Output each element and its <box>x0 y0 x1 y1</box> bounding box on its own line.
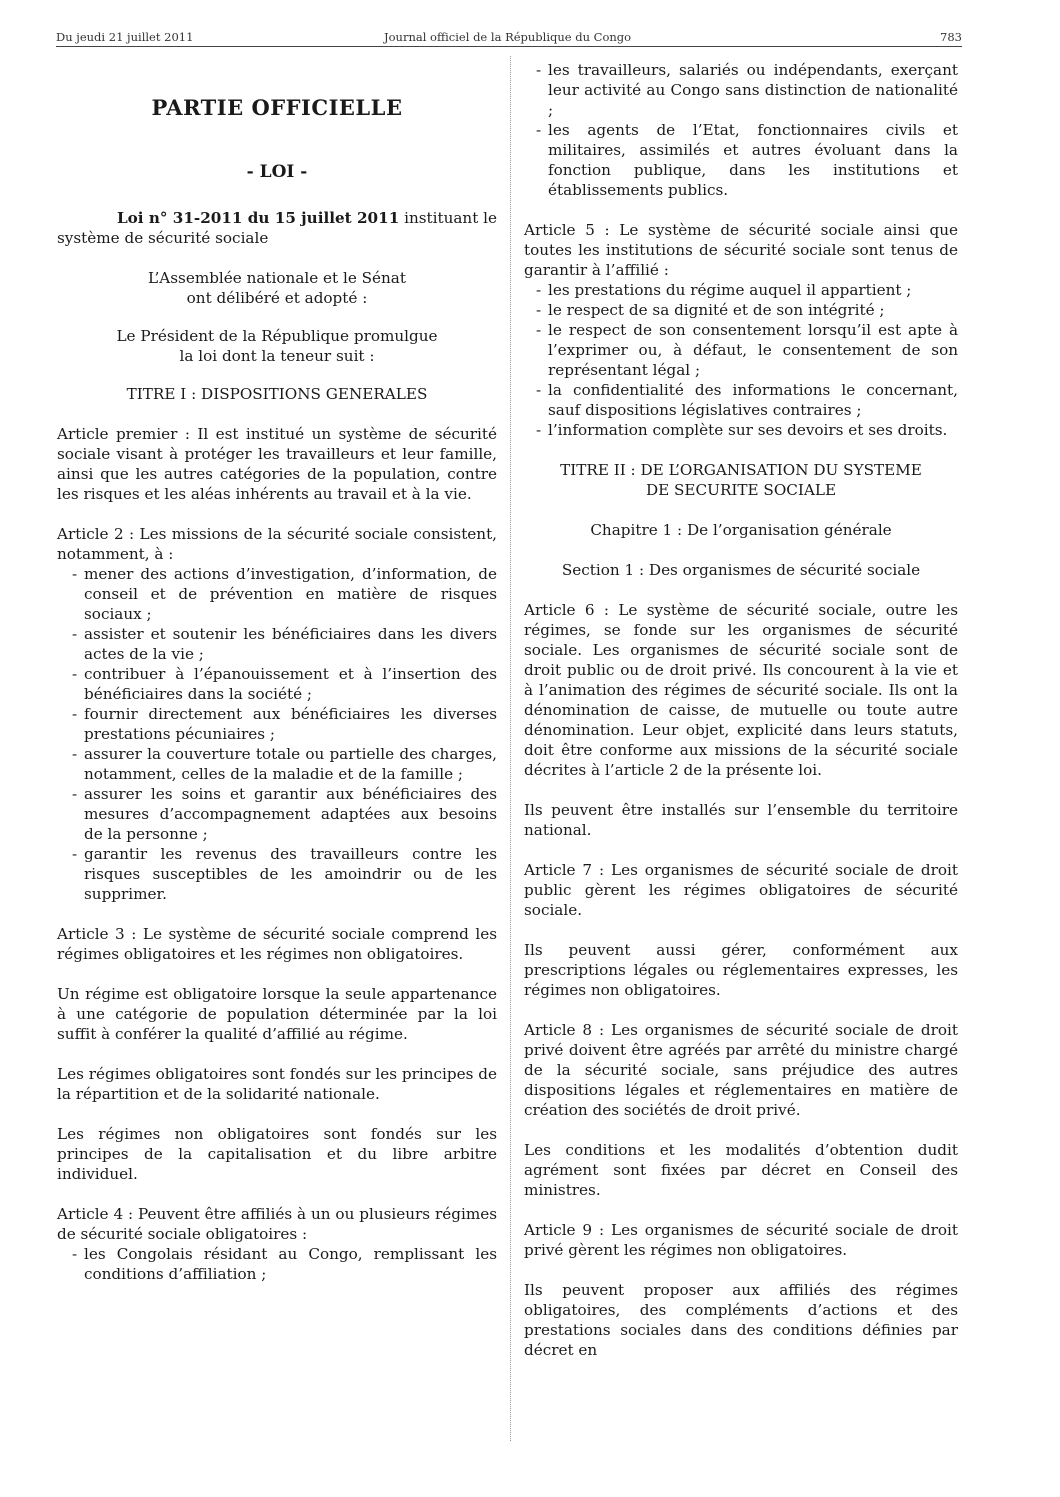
article-7: Article 7 : Les organismes de sécurité sociale de droit public gèrent les régimes obligatoires de sécurité sociale. <box>524 861 958 919</box>
list-item: - les Congolais résidant au Congo, remplissant les conditions d’affiliation ; <box>57 1244 497 1284</box>
header-date: Du jeudi 21 juillet 2011 <box>56 30 194 44</box>
article-8: Article 8 : Les organismes de sécurité sociale de droit privé doivent être agréés par arrêté du ministre chargé de la sécurité sociale, sans préjudice des autres dispositions légales et réglementaires en matière de création des sociétés de droit privé. <box>524 1021 958 1119</box>
article-6-paragraph-2: Ils peuvent être installés sur l’ensemble du territoire national. <box>524 801 958 839</box>
titre-1-heading: TITRE I : DISPOSITIONS GENERALES <box>126 385 428 403</box>
article-2-list <box>57 564 497 904</box>
list-item: - l’information complète sur ses devoirs et ses droits. <box>524 420 958 440</box>
list-item: - assister et soutenir les bénéficiaires dans les divers actes de la vie ; <box>57 624 497 664</box>
header-page-number: 783 <box>940 30 962 44</box>
list-item: - assurer la couverture totale ou partielle des charges, notamment, celles de la maladie et de la famille ; <box>57 744 497 784</box>
law-title-rest: instituant le système de sécurité sociale <box>57 209 497 247</box>
list-item: - les prestations du régime auquel il appartient ; <box>524 280 958 300</box>
right-column <box>524 60 958 1360</box>
list-item: - le respect de son consentement lorsqu’il est apte à l’exprimer ou, à défaut, le consentement de son représentant légal ; <box>524 320 958 380</box>
list-item: - fournir directement aux bénéficiaires les diverses prestations pécuniaires ; <box>57 704 497 744</box>
article-7-paragraph-2: Ils peuvent aussi gérer, conformément aux prescriptions légales ou réglementaires expresses, les régimes non obligatoires. <box>524 941 958 999</box>
page-header <box>56 30 962 46</box>
loi-heading: - LOI - <box>246 162 308 182</box>
list-item: - garantir les revenus des travailleurs contre les risques susceptibles de les amoindrir ou de les supprimer. <box>57 844 497 904</box>
article-9-paragraph-2: Ils peuvent proposer aux affiliés des régimes obligatoires, des compléments d’actions et des prestations sociales dans des conditions définies par décret en <box>524 1281 958 1359</box>
article-3-paragraph-4: Les régimes non obligatoires sont fondés sur les principes de la capitalisation et du libre arbitre individuel. <box>57 1125 497 1183</box>
titre-2-heading-line-2: DE SECURITE SOCIALE <box>645 481 837 499</box>
president-line-1: Le Président de la République promulgue <box>116 327 438 345</box>
list-item: - contribuer à l’épanouissement et à l’insertion des bénéficiaires dans la société ; <box>57 664 497 704</box>
left-column <box>57 60 497 1284</box>
article-1: Article premier : Il est institué un système de sécurité sociale visant à protéger les travailleurs et leur famille, ainsi que les autres catégories de la population, contre les risques et les aléas inhérents au travail et à la vie. <box>57 425 497 503</box>
law-title-number: Loi n° 31-2011 du 15 juillet 2011 <box>117 209 400 227</box>
article-4: Article 4 : Peuvent être affiliés à un ou plusieurs régimes de sécurité sociale obligatoires : <box>57 1205 497 1243</box>
article-2: Article 2 : Les missions de la sécurité sociale consistent, notamment, à : <box>57 525 497 563</box>
assembly-line-1: L’Assemblée nationale et le Sénat <box>148 269 406 287</box>
article-5: Article 5 : Le système de sécurité sociale ainsi que toutes les institutions de sécurité sociale sont tenus de garantir à l’affilié : <box>524 221 958 279</box>
article-5-list <box>524 280 958 440</box>
titre-2-heading-line-1: TITRE II : DE L’ORGANISATION DU SYSTEME <box>560 461 922 479</box>
header-rule <box>56 46 962 47</box>
list-item: - les agents de l’Etat, fonctionnaires civils et militaires, assimilés et autres évoluant dans la fonction publique, dans les institutions et établissements publics. <box>524 120 958 200</box>
list-item: - assurer les soins et garantir aux bénéficiaires des mesures d’accompagnement adaptées aux besoins de la personne ; <box>57 784 497 844</box>
article-6: Article 6 : Le système de sécurité sociale, outre les régimes, se fonde sur les organismes de sécurité sociale. Les organismes de sécurité sociale sont de droit public ou de droit privé. Ils concourent à la vie et à l’animation des régimes de sécurité sociale. Ils ont la dénomination de caisse, de mutuelle ou toute autre dénomination. Leur objet, explicité dans leurs statuts, doit être conforme aux missions de la sécurité sociale décrites à l’article 2 de la présente loi. <box>524 601 958 779</box>
president-line-2: la loi dont la teneur suit : <box>179 347 375 365</box>
list-item: - mener des actions d’investigation, d’information, de conseil et de prévention en matière de risques sociaux ; <box>57 564 497 624</box>
list-item: - la confidentialité des informations le concernant, sauf dispositions législatives contraires ; <box>524 380 958 420</box>
law-title <box>57 208 497 248</box>
article-4-list-continued <box>524 60 958 200</box>
article-4-list <box>57 1244 497 1284</box>
list-item: - le respect de sa dignité et de son intégrité ; <box>524 300 958 320</box>
header-journal-title: Journal officiel de la République du Congo <box>384 30 632 44</box>
article-3-paragraph-3: Les régimes obligatoires sont fondés sur les principes de la répartition et de la solidarité nationale. <box>57 1065 497 1103</box>
assembly-line-2: ont délibéré et adopté : <box>186 289 368 307</box>
section-1-heading: Section 1 : Des organismes de sécurité sociale <box>561 561 921 579</box>
list-item: - les travailleurs, salariés ou indépendants, exerçant leur activité au Congo sans distinction de nationalité ; <box>524 60 958 120</box>
article-3: Article 3 : Le système de sécurité sociale comprend les régimes obligatoires et les régimes non obligatoires. <box>57 925 497 963</box>
partie-officielle-heading: PARTIE OFFICIELLE <box>151 95 403 120</box>
column-divider <box>510 56 511 1441</box>
article-8-paragraph-2: Les conditions et les modalités d’obtention dudit agrément sont fixées par décret en Conseil des ministres. <box>524 1141 958 1199</box>
chapitre-1-heading: Chapitre 1 : De l’organisation générale <box>590 521 892 539</box>
article-3-paragraph-2: Un régime est obligatoire lorsque la seule appartenance à une catégorie de population déterminée par la loi suffit à conférer la qualité d’affilié au régime. <box>57 985 497 1043</box>
article-9: Article 9 : Les organismes de sécurité sociale de droit privé gèrent les régimes non obligatoires. <box>524 1221 958 1259</box>
